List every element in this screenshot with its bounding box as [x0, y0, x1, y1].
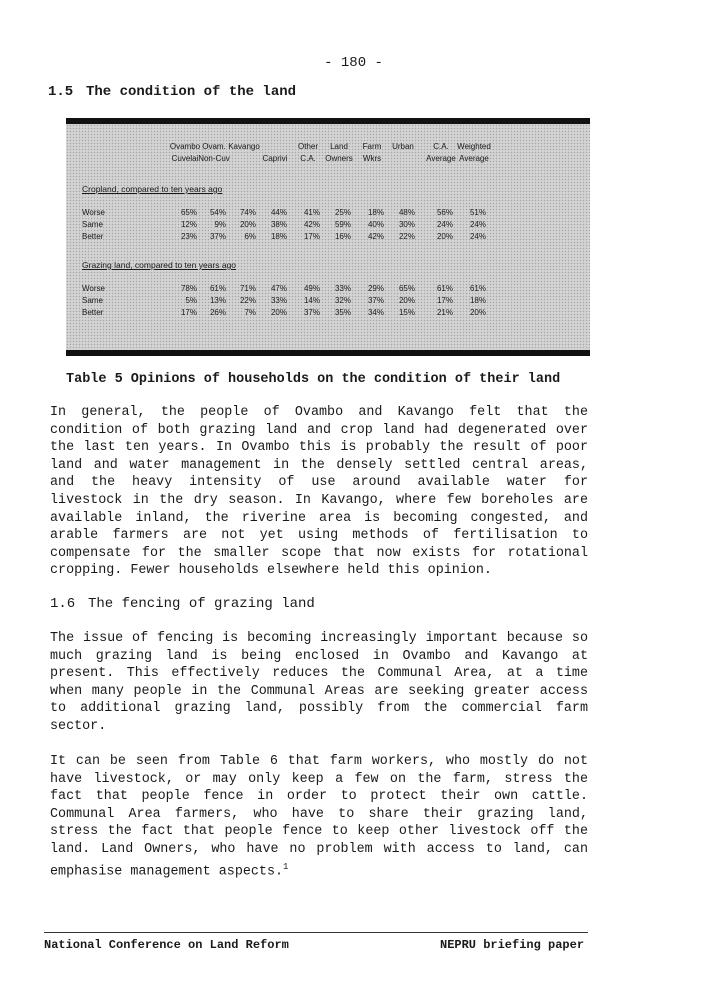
table-cell: 74%: [239, 208, 256, 217]
row-label: Worse: [82, 208, 105, 217]
table-cell: 17%: [180, 308, 197, 317]
section-number: 1.5: [48, 84, 74, 100]
table-cell: 44%: [270, 208, 287, 217]
table-cell: 40%: [367, 220, 384, 229]
column-header-line2: C.A.: [300, 154, 316, 163]
table-cell: 78%: [180, 284, 197, 293]
table-cell: 5%: [185, 296, 197, 305]
footer-left: National Conference on Land Reform: [44, 938, 289, 952]
table-cell: 48%: [398, 208, 415, 217]
column-header-line1: Ovambo: [169, 142, 201, 151]
table-cell: 12%: [180, 220, 197, 229]
table-cell: 17%: [303, 232, 320, 241]
row-label: Worse: [82, 284, 105, 293]
table-cell: 42%: [303, 220, 320, 229]
table-cell: 24%: [469, 220, 486, 229]
footer-right: NEPRU briefing paper: [440, 938, 585, 952]
table-cell: 20%: [270, 308, 287, 317]
column-header-line2: Non-Cuv: [198, 154, 230, 163]
table-cell: 6%: [244, 232, 256, 241]
table-cell: 16%: [334, 232, 351, 241]
row-label: Better: [82, 232, 104, 241]
table-cell: 22%: [239, 296, 256, 305]
section-heading-1-6: [50, 596, 315, 612]
footer-rule: [44, 932, 588, 933]
table-cell: 21%: [436, 308, 453, 317]
table-cell: 33%: [270, 296, 287, 305]
row-label: Same: [82, 296, 103, 305]
table-cell: 41%: [303, 208, 320, 217]
table-cell: 59%: [334, 220, 351, 229]
table-cell: 42%: [367, 232, 384, 241]
section-title: The fencing of grazing land: [88, 596, 315, 612]
section-heading-1-5: [48, 84, 296, 100]
paragraph-fencing: The issue of fencing is becoming increasingly important because so much grazing land is being enclosed in Ovambo and Kavango at present. This effectively reduces the Communal Area, at a time when many people in the Communal Areas are seeking greater access to additional grazing land, possibly from the commercial farm sector.: [50, 631, 588, 734]
condition-table: [66, 118, 590, 356]
table-cell: 47%: [270, 284, 287, 293]
table-cell: 49%: [303, 284, 320, 293]
table-cell: 7%: [244, 308, 256, 317]
table-cell: 9%: [214, 220, 226, 229]
table-cell: 20%: [398, 296, 415, 305]
column-header-line1: Land: [330, 142, 348, 151]
table-cell: 37%: [209, 232, 226, 241]
paragraph-table6: [50, 753, 588, 881]
column-header-line2: Caprivi: [262, 154, 288, 163]
table-cell: 24%: [436, 220, 453, 229]
column-header-line2: Cuvelai: [171, 154, 199, 163]
footnote-marker: 1: [283, 861, 289, 872]
table-cell: 37%: [367, 296, 384, 305]
group-title: Cropland, compared to ten years ago: [82, 184, 223, 194]
table-cell: 54%: [209, 208, 226, 217]
column-header-line1: Farm: [362, 142, 382, 151]
column-header-line2: Average: [459, 154, 489, 163]
table-cell: 20%: [469, 308, 486, 317]
table-cell: 20%: [436, 232, 453, 241]
column-header-line1: Weighted: [457, 142, 491, 151]
column-header-line1: C.A.: [433, 142, 449, 151]
table-caption: Table 5 Opinions of households on the condition of their land: [66, 372, 561, 387]
paragraph-text: It can be seen from Table 6 that farm workers, who mostly do not have livestock, or may only keep a few on the farm, stress the fact that people fence in order to protect their own cattle. Communal Area farmers, who have to share their grazing land, stress the fact that people fence to keep other livestock off the land. Land Owners, who have no problem with access to land, can emphasise management aspects.: [50, 754, 588, 880]
column-header-line2: Average: [426, 154, 456, 163]
section-title: The condition of the land: [86, 84, 297, 100]
table-cell: 13%: [209, 296, 226, 305]
table-cell: 18%: [367, 208, 384, 217]
column-header-line1: Ovam.: [202, 142, 226, 151]
table-cell: 18%: [270, 232, 287, 241]
table-cell: 38%: [270, 220, 287, 229]
table-cell: 65%: [180, 208, 197, 217]
table-cell: 25%: [334, 208, 351, 217]
table-cell: 33%: [334, 284, 351, 293]
table-cell: 18%: [469, 296, 486, 305]
table-cell: 14%: [303, 296, 320, 305]
table-cell: 34%: [367, 308, 384, 317]
row-label: Same: [82, 220, 103, 229]
row-label: Better: [82, 308, 104, 317]
column-header-line1: Other: [297, 142, 318, 151]
table-cell: 17%: [436, 296, 453, 305]
column-header-line2: Wkrs: [362, 154, 382, 163]
table-cell: 35%: [334, 308, 351, 317]
table-cell: 61%: [436, 284, 453, 293]
table-cell: 71%: [239, 284, 256, 293]
page-number: - 180 -: [324, 55, 383, 71]
column-header-line1: Urban: [392, 142, 414, 151]
group-title: Grazing land, compared to ten years ago: [82, 260, 237, 270]
table-cell: 51%: [469, 208, 486, 217]
table-cell: 23%: [180, 232, 197, 241]
table-cell: 24%: [469, 232, 486, 241]
column-header-line2: Owners: [325, 154, 353, 163]
table-cell: 65%: [398, 284, 415, 293]
table-cell: 29%: [367, 284, 384, 293]
table-cell: 37%: [303, 308, 320, 317]
table-cell: 61%: [209, 284, 226, 293]
paragraph-condition: In general, the people of Ovambo and Kavango felt that the condition of both grazing land and crop land had degenerated over the last ten years. In Ovambo this is probably the result of poor land and water management in the densely settled central areas, and the heavy intensity of use around available water for livestock in the dry season. In Kavango, where few boreholes are available inland, the riverine area is becoming congested, and arable farmers are not yet using methods of fertilisation to compensate for the smaller scope that now exists for rotational cropping. Fewer households elsewhere held this opinion.: [50, 405, 588, 579]
column-header-line1: Kavango: [228, 142, 260, 151]
table-cell: 56%: [436, 208, 453, 217]
section-number: 1.6: [50, 596, 76, 612]
table-cell: 22%: [398, 232, 415, 241]
table-cell: 15%: [398, 308, 415, 317]
table-cell: 26%: [209, 308, 226, 317]
table-cell: 20%: [239, 220, 256, 229]
table-cell: 61%: [469, 284, 486, 293]
table-cell: 30%: [398, 220, 415, 229]
table-cell: 32%: [334, 296, 351, 305]
